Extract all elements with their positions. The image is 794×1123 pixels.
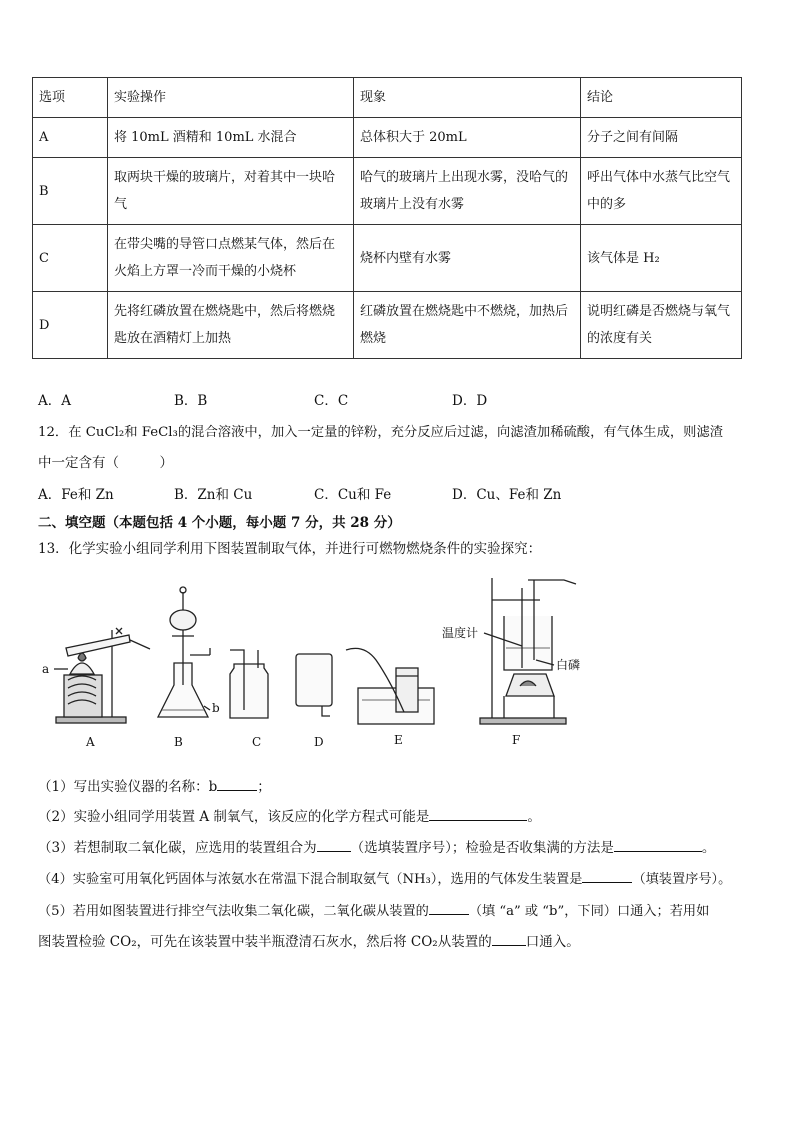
- table-row: [33, 118, 742, 158]
- mark-b: b: [212, 701, 220, 715]
- row-conclusion: 分子之间有间隔: [581, 118, 742, 158]
- row-phenomenon: 总体积大于 20mL: [354, 118, 581, 158]
- label-d: D: [314, 735, 324, 749]
- mark-thermometer: 温度计: [442, 626, 479, 640]
- row-label: D: [33, 292, 108, 359]
- header-option: 选项: [33, 78, 108, 118]
- header-operation: 实验操作: [108, 78, 354, 118]
- row-conclusion: 该气体是 H₂: [581, 225, 742, 292]
- q13-part-3: [38, 836, 715, 856]
- apparatus-figure: [34, 570, 594, 755]
- label-b: B: [174, 735, 183, 749]
- q13-part-2-end: 。: [527, 809, 541, 825]
- label-a: A: [86, 735, 95, 749]
- label-f: F: [512, 733, 521, 747]
- row-phenomenon: 哈气的玻璃片上出现水雾，没哈气的玻璃片上没有水雾: [354, 158, 581, 225]
- answer-blank[interactable]: [429, 900, 469, 915]
- answer-blank[interactable]: [429, 806, 527, 821]
- q13-part-5-cont: [38, 930, 580, 950]
- row-conclusion: 呼出气体中水蒸气比空气中的多: [581, 158, 742, 225]
- q13-stem: 13．化学实验小组同学利用下图装置制取气体，并进行可燃物燃烧条件的实验探究：: [38, 541, 542, 557]
- row-operation: 先将红磷放置在燃烧匙中，然后将燃烧匙放在酒精灯上加热: [108, 292, 354, 359]
- mark-a: a: [42, 662, 50, 676]
- answer-blank[interactable]: [317, 837, 351, 852]
- table-row: [33, 292, 742, 359]
- answer-blank[interactable]: [614, 837, 702, 852]
- q13-part-2: [38, 805, 541, 825]
- q13-part-3-text: （3）若想制取二氧化碳，应选用的装置组合为: [38, 840, 317, 856]
- q13-part-2-text: （2）实验小组同学用装置 A 制氧气，该反应的化学方程式可能是: [38, 809, 430, 825]
- q12-choice-d: D．Cu、Fe和 Zn: [452, 487, 562, 503]
- row-operation: 取两块干燥的玻璃片，对着其中一块哈气: [108, 158, 354, 225]
- answer-blank[interactable]: [217, 776, 257, 791]
- mark-white-phosphorus: 白磷: [556, 658, 581, 672]
- q12-choice-c: C．Cu和 Fe: [314, 487, 392, 503]
- apparatus-f: [480, 578, 576, 724]
- row-label: A: [33, 118, 108, 158]
- answer-blank[interactable]: [582, 868, 632, 883]
- q13-part-5-cont-text: 图装置检验 CO₂，可先在该装置中装半瓶澄清石灰水，然后将 CO₂从装置的: [38, 934, 492, 950]
- q13-part-5-text: （5）若用如图装置进行排空气法收集二氧化碳，二氧化碳从装置的: [38, 904, 429, 919]
- q12-choice-a: A．Fe和 Zn: [38, 487, 114, 503]
- q13-part-4-end: （填装置序号）。: [632, 872, 732, 887]
- q11-choice-d: D．D: [452, 393, 488, 409]
- q12-choice-b: B．Zn和 Cu: [174, 487, 253, 503]
- q13-part-1-end: ；: [257, 779, 271, 795]
- q13-part-1: [38, 775, 271, 795]
- header-phenomenon: 现象: [354, 78, 581, 118]
- q11-choice-b: B．B: [174, 393, 208, 409]
- table-row: [33, 158, 742, 225]
- options-table: [32, 77, 742, 359]
- q13-part-4-text: （4）实验室可用氧化钙固体与浓氨水在常温下混合制取氨气（NH₃），选用的气体发生装置是: [38, 872, 583, 887]
- apparatus-a: [54, 628, 150, 723]
- q11-choice-c: C．C: [314, 393, 349, 409]
- apparatus-c: [230, 650, 268, 718]
- q12-stem-line2: 中一定含有（ ）: [38, 455, 173, 471]
- table-row: [33, 225, 742, 292]
- label-e: E: [394, 733, 403, 747]
- q13-part-5-end: （填 “a” 或 “b”，下同）口通入；若用如: [468, 904, 710, 919]
- q13-part-3-mid: （选填装置序号）；检验是否收集满的方法是: [350, 840, 614, 856]
- q13-part-1-text: （1）写出实验仪器的名称：b: [38, 779, 218, 795]
- row-phenomenon: 烧杯内壁有水雾: [354, 225, 581, 292]
- row-label: B: [33, 158, 108, 225]
- q13-part-3-end: 。: [701, 840, 716, 856]
- header-conclusion: 结论: [581, 78, 742, 118]
- q11-choice-a: A．A: [38, 393, 71, 409]
- row-label: C: [33, 225, 108, 292]
- label-c: C: [252, 735, 262, 749]
- row-phenomenon: 红磷放置在燃烧匙中不燃烧，加热后燃烧: [354, 292, 581, 359]
- q13-part-5-cont-end: 口通入。: [525, 934, 580, 950]
- row-operation: 将 10mL 酒精和 10mL 水混合: [108, 118, 354, 158]
- table-header-row: [33, 78, 742, 118]
- q13-part-5: [38, 900, 709, 919]
- apparatus-b: [158, 587, 210, 717]
- row-operation: 在带尖嘴的导管口点燃某气体，然后在火焰上方罩一冷而干燥的小烧杯: [108, 225, 354, 292]
- row-conclusion: 说明红磷是否燃烧与氧气的浓度有关: [581, 292, 742, 359]
- section-heading: 二、填空题（本题包括 4 个小题，每小题 7 分，共 28 分）: [38, 515, 401, 531]
- apparatus-d: [296, 654, 332, 716]
- answer-blank[interactable]: [492, 931, 526, 946]
- apparatus-e: [346, 648, 434, 724]
- q13-part-4: [38, 868, 731, 887]
- q12-stem-line1: 12．在 CuCl₂和 FeCl₃的混合溶液中，加入一定量的锌粉，充分反应后过滤，向滤渣加稀硫酸，有气体生成，则滤渣: [38, 425, 724, 440]
